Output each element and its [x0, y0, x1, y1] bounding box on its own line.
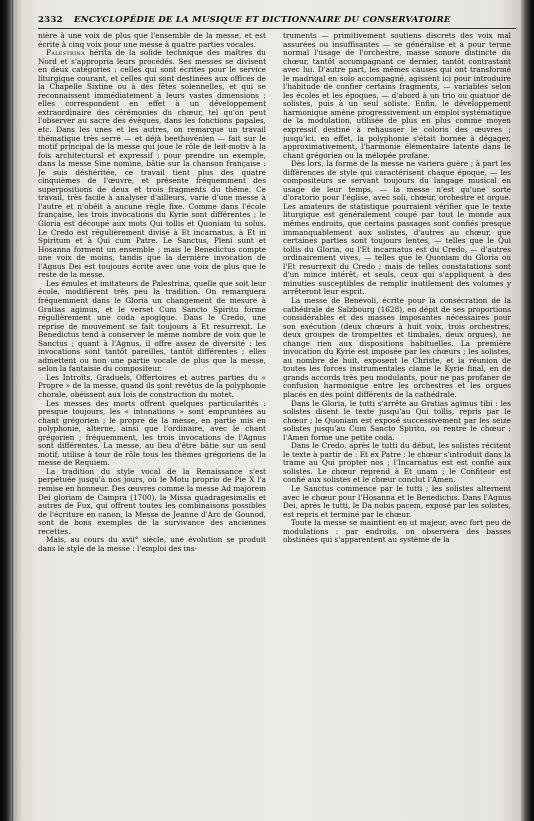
paragraph-text: Mais, au cours du xvii° siècle, une évolution se produit dans le style de la messe : l'emploi des ins-	[38, 535, 266, 553]
paragraph-text: La tradition du style vocal de la Renaissance s'est perpétuée jusqu'à nos jours, où le Motu proprio de Pie X l'a remise en honneur. Des œuvres comme la messe Ad majorem Dei gloriam de Campra (1700), la Missa quadragesimalis et autres de Fux, qui offrent toutes les combinaisons possibles de l'écriture en canon, la Messe de Jeanne d'Arc de Gounod, sont de bons exemples de la survivance des anciennes recettes.	[38, 466, 266, 536]
paragraph	[283, 442, 511, 485]
paragraph	[38, 280, 266, 374]
paragraph-text: hérita de la solide technique des maîtres du Nord et s'appropria leurs procédés. Ses messes se divisent en deux catégories : celles qui sont écrites pour le service liturgique courant, et celles qui sont destinées aux offices de la Chapelle Sixtine ou à des fêtes solennelles, et qui se reconnaissent immédiatement à leurs vastes dimensions ; elles correspondent en effet à un développement extraordinaire des cérémonies du chœur, tel qu'on peut l'observer au sacre des évêques, dans les fonctions papales, etc. Dans les unes et les autres, on remarque un travail thématique très serré — et déjà beethovénien — fait sur le motif principal de la messe qui joue le rôle de leit-motiv à la fois architectural et expressif ; pour prendre un exemple, dans la messe Sine nomine, bâtie sur la chanson française : Je suis déshéritée, ce travail tient plus des quatre cinquièmes de l'œuvre, et présente fréquemment des superpositions de deux et trois fragments du thème. Ce travail, très facile à analyser d'ailleurs, varie d'une messe à l'autre et n'obéit à aucune règle fixe. Comme dans l'école française, les trois invocations du Kyrie sont différentes ; le Gloria est découpé aux mots Qui tollis et Quoniam tu solus. Le Credo est régulièrement divisé à Et incarnatus, à Et in Spiritum et à Qui cum Patre. Le Sanctus, Pleni sunt et Hosanna forment un ensemble ; mais le Benedictus compte une voix de moins, tandis que la dernière invocation de l'Agnus Dei est toujours écrite avec une voix de plus que le reste de la messe.	[38, 48, 266, 280]
paragraph	[38, 468, 266, 536]
running-header	[38, 14, 516, 28]
paragraph-text: Les émules et imitateurs de Palestrina, quelle que soit leur école, modifièrent très peu la tradition. On remarquera fréquemment dans le Gloria un changement de mesure à Gratias agimus, et le verset Cum Sancto Spiritu forme régulièrement une coda apogique. Dans le Credo, une reprise de mouvement se fait toujours à Et resurrexit. Le Benedictus tend à conserver le même nombre de voix que le Sanctus ; quant à l'Agnus, il offre assez de diversité : les invocations sont tantôt pareilles, tantôt différentes ; elles admettent ou non une partie vocale de plus que la messe, selon la fantaisie du compositeur.	[38, 278, 266, 374]
paragraph-text: Dès lors, la forme de la messe ne variera guère ; à part les différences de style qui caractérisent chaque époque, — les compositeurs se servant toujours du langage musical en usage de leur temps, — la messe n'est qu'une sorte d'oratorio pour l'église, avec soli, chœur, orchestre et orgue. Les amateurs de statistique pourraient vérifier que le texte liturgique est généralement coupé par tout le monde aux mêmes endroits, que certains passages sont confiés presque immanquablement aux solistes, d'autres au chœur, que certaines parties sont toujours lentes, — telles que le Qui tollis du Gloria, ou l'Et incarnatus est du Credo, — d'autres ordinairement vives, — telles que le Quoniam du Gloria ou l'Et resurrexit du Credo ; mais de telles constatations sont d'un mince intérêt, et seuls, ceux qui s'appliquent à des minuties susceptibles de remplir inutilement des volumes y arrêteront leur esprit.	[283, 159, 511, 297]
book-page	[38, 14, 516, 784]
paragraph	[38, 32, 266, 49]
page-edge-shadow	[520, 0, 534, 821]
paragraph-lead: Palestrina	[46, 48, 85, 58]
book-spine-shadow	[0, 0, 22, 821]
paragraph	[38, 374, 266, 400]
paragraph-text: Dans le Credo, après le tutti du début, les solistes récitent le texte à partir de : Et ex Patre ; le chœur s'introduit dans la trame au Qui propter nos ; l'Incarnatus est est confié aux solistes. Le chœur reprend à Et unam ; le Confiteor est confié aux solistes et le chœur conclut l'Amen.	[283, 441, 511, 485]
paragraph-text: Toute la messe se maintient en ut majeur, avec fort peu de modulations : par endroits, on observera des basses obstinées qui s'apparentent au système de la	[283, 518, 511, 545]
paragraph	[38, 536, 266, 553]
paragraph	[283, 32, 511, 160]
spine-edge	[12, 0, 13, 821]
paragraph	[38, 400, 266, 468]
paragraph-text: La messe de Benevoli, écrite pour la consécration de la cathédrale de Salzbourg (1628), en dépit de ses proportions considérables et des masses imposantes nécessaires pour son exécution (deux chœurs à huit voix, trois orchestres, deux groupes de trompettes et timbales, deux orgues), ne change rien aux dispositions habituelles. La première invocation du Kyrie est imposée par les chœurs ; les solistes, au nombre de huit, exposent le Christe, et la réunion de toutes les forces instrumentales clame le Kyrie final, en de grands accords très peu modulants, pour ne pas profaner de confusion harmonique entre les orchestres et les orgues placés en des point différents de la cathédrale.	[283, 295, 511, 399]
paragraph-text: Dans le Gloria, le tutti s'arrête au Gratias agimus tibi : les solistes disent le texte jusqu'au Qui tollis, repris par le chœur ; le Quoniam est exposé successivement par les seize solistes jusqu'au Cum Sancto Spiritu, où rentre le chœur ; l'Amen forme une petite coda.	[283, 398, 511, 442]
page-number: 2332	[38, 15, 63, 25]
paragraph	[283, 519, 511, 545]
right-column	[283, 32, 511, 784]
paragraph-text: nière à une voix de plus que l'ensemble de la messe, et est écrite à cinq voix pour une messe à quatre parties vocales.	[38, 32, 266, 49]
paragraph-text: Les Introïts, Graduels, Offertoires et autres parties du « Propre » de la messe, quand ils sont revêtus de la polyphonie chorale, obéissent aux lois de construction du motet.	[38, 372, 266, 399]
paragraph	[283, 297, 511, 400]
paragraph	[283, 160, 511, 297]
paragraph-text: Les messes des morts offrent quelques particularités : presque toujours, les « intonations » sont empruntées au chant grégorien ; le propre de la messe, en partie mis en polyphonie, alterne, ainsi que l'ordinaire, avec le chant grégorien ; fréquemment, les trois invocations de l'Agnus sont différentes. La messe, au lieu d'être bâtie sur un seul motif, utilise à tour de rôle tous les thèmes grégoriens de la messe de Requiem.	[38, 398, 266, 468]
paragraph	[283, 485, 511, 519]
paragraph-text: truments — primitivement soutiens discrets des voix mal assurées ou insuffisantes — se généralise et a pour terme normal l'usage de l'orchestre, masse sonore distincte du chœur, tantôt accompagnant ce dernier, tantôt contrastant avec lui. D'autre part, les mêmes causes qui ont transformé le madrigal en solo accompagné, agissent ici pour introduire l'habitude de confier certains fragments, — variables selon les écoles et les époques, — d'abord à un trio ou quatuor de solistes, puis à un seul soliste. Enfin, le développement harmonique amène progressivement un emploi systématique de la modulation, utilisée de plus en plus comme moyen expressif destiné à rehausser le coloris des œuvres ; jusqu'ici, en effet, la polyphonie s'était bornée à dégager, approximativement, l'harmonie élémentaire latente dans le chant grégorien ou la mélopée profane.	[283, 32, 511, 160]
paragraph	[283, 400, 511, 443]
paragraph	[38, 49, 266, 280]
running-title: ENCYCLOPÉDIE DE LA MUSIQUE ET DICTIONNAIRE DU CONSERVATOIRE	[74, 15, 451, 25]
paragraph-text: Le Sanctus commence par le tutti ; les solistes alternent avec le chœur pour l'Hosanna et le Benedictus. Dans l'Agnus Dei, après le tutti, le Da nobis pacem, exposé par les solistes, est repris et terminé par le chœur.	[283, 483, 511, 519]
left-column	[38, 32, 266, 784]
header-rule	[38, 28, 516, 29]
